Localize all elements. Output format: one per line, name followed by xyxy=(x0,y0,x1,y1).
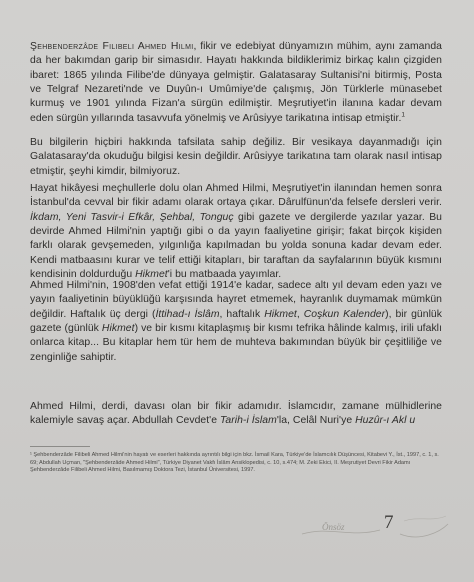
periodical-title: Hikmet xyxy=(264,308,297,320)
text-run: , xyxy=(296,308,304,320)
paragraph-career xyxy=(30,182,442,282)
book-title: Tarih-i İslam xyxy=(219,415,277,427)
paragraph-output xyxy=(30,279,442,365)
author-name: Şehbenderzâde Filibeli Ahmed Hilmi xyxy=(30,41,194,52)
text-run: , haftalık xyxy=(219,308,265,320)
periodical-title: Hikmet xyxy=(101,323,135,335)
paragraph-ideas xyxy=(30,400,442,429)
periodical-title: Coşkun Kalender xyxy=(303,308,386,320)
text-run: ) ve bir kısmı kitaplaşmış bir kısmı tefrika hâlinde kalmış, irili ufaklı onlarca kitap... Bu kitaplar hem tür hem de muhteva bakımından büyük bir çeşitliliğe ve zenginliğe sahiptir. xyxy=(30,323,442,363)
book-title: Huzûr-ı Akl u xyxy=(355,415,416,427)
footnote: ¹ Şehbenderzâde Filibeli Ahmed Hilmi'nin hayatı ve eserleri hakkında ayrıntılı bilgi için bkz. İsmail Kara, Türkiye'de İslamcılık Düşüncesi, Kitabevi Y., İst., 1997, c. 1, s. 69; Abdullah Uçman, "Şehbenderzâde Ahmed Hilmi", Türkiye Diyanet Vakfı İslâm Ansiklopedisi, c. 10, s.474; M. Zeki Ekici, II. Meşrutiyet Devri Fikir Adamı Şehbenderzâde Filibeli Ahmed Hilmi, Basılmamış Doktora Tezi, İstanbul Üniversitesi, 1997. xyxy=(30,452,439,474)
page-number: 7 xyxy=(384,512,394,533)
page-footer xyxy=(300,512,450,544)
text-run: ), bir günlük gazete (günlük xyxy=(30,308,442,335)
text-run: Ahmed Hilmi, derdi, davası olan bir fikir adamıdır. İslamcıdır, zamane mülhidlerine kalemiyle savaş açar. Abdullah Cevdet'e xyxy=(30,401,442,427)
periodical-title: Hikmet xyxy=(135,269,168,281)
text-run: Hayat hikâyesi meçhullerle dolu olan Ahmed Hilmi, Meşrutiyet'in ilanından hemen sonra İstanbul'da cevval bir fikir adamı olarak ortaya çıkar. Dârulfünun'da felsefe dersleri verir. xyxy=(30,183,442,209)
periodical-titles: İkdam, Yeni Tasvir-i Efkâr, Şehbal, Tonguç xyxy=(30,211,234,223)
text-run: 'i bu matbaada yayımlar. xyxy=(167,269,282,281)
footnote-ref[interactable]: 1 xyxy=(401,111,406,119)
text-run: gibi gazete ve dergilerde yazılar yazar. Bu devirde Ahmed Hilmi'nin yaptığı gibi o da yayın faaliyetine girişir; fakat birçok kişiden farklı olarak gevşemeden, yılgınlığa kapılmadan bu yolda sonuna kadar devam eder. Kendi matbaasını kurar ve telif ettiği kitapları, bir taraftan da sayfalarının büyük kısmını kendisinin doldurduğu xyxy=(30,211,443,281)
footnote-divider xyxy=(30,446,90,447)
text-run: Ahmed Hilmi'nin, 1908'den vefat ettiği 1914'e kadar, sadece altı yıl devam eden yazı ve yayın faaliyetinin büyüklüğü karşısında hayret etmemek, hayranlık duymamak mümkün değildir. Haftalık üç dergi ( xyxy=(30,280,442,320)
periodical-title: İttihad-ı İslâm xyxy=(155,308,220,320)
text-run: 'la, Celâl Nuri'ye xyxy=(276,415,356,427)
paragraph-unknowns: Bu bilgilerin hiçbiri hakkında tafsilata sahip değiliz. Bir vesikaya dayanmadığı için Galatasaray'da okuduğu bilgisi kesin değildir. Arûsiyye tarikatına tam olarak nasıl intisap etmiştir, şeyhi kimdir, bilmiyoruz. xyxy=(30,137,442,177)
intro-text: , fikir ve edebiyat dünyamızın mühim, aynı zamanda da her bakımdan garip bir simasıdır. Hayatı hakkında bildiklerimiz birkaç kalın çizgiden ibaret: 1865 yılında Filibe'de dünyaya gelmiştir. Galatasaray Sultanisi'ni bitirmiş, Posta ve Telgraf Nezareti'nde ve Duyûn-ı Umûmiye'de çalışmış, Jön Türklerle münasebet kurmuş ve 1901 yılında Fizan'a sürgün edilmiştir. Meşrutiyet'in ilanına kadar devam eden sürgün yıllarında tasavvufa yönelmiş ve Arûsiyye tarikatına intisap etmiştir. xyxy=(30,41,442,124)
paragraph-intro xyxy=(30,40,442,126)
section-label: Önsöz xyxy=(322,522,345,532)
